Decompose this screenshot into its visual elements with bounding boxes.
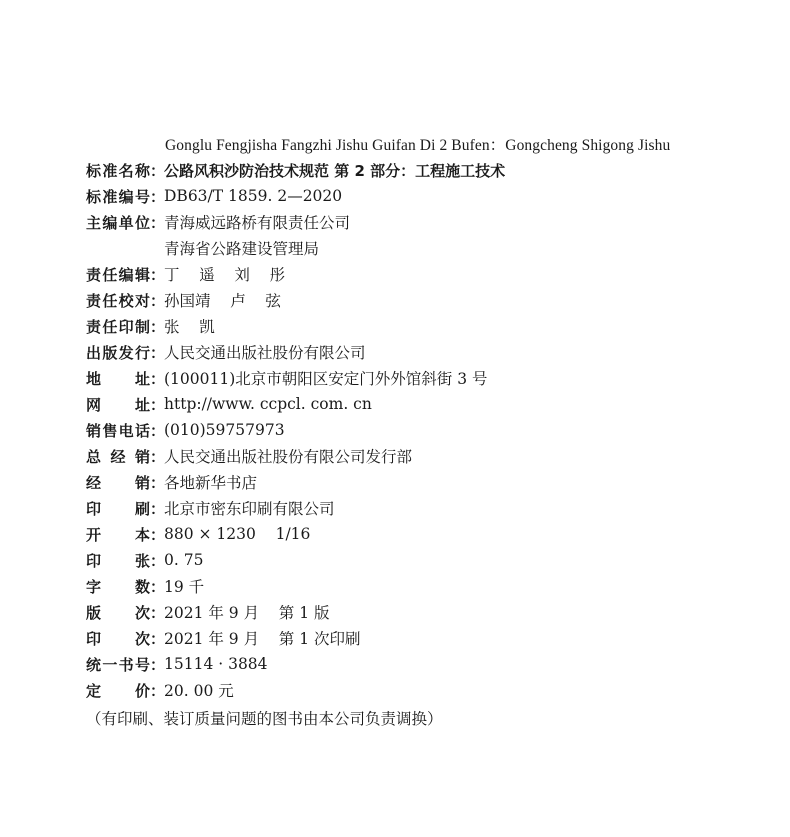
row-edition: [86, 600, 330, 624]
row-publisher: [86, 340, 366, 364]
colon: ：: [150, 473, 166, 492]
row-printer: [86, 496, 335, 520]
row-price: [86, 678, 234, 702]
value-publisher: 人民交通出版社股份有限公司: [164, 344, 366, 362]
row-distributor: [86, 470, 257, 494]
row-website: [86, 392, 372, 416]
row-sheets: [86, 548, 203, 572]
value-edition: 2021 年 9 月 第 1 版: [164, 604, 330, 622]
colon: ：: [150, 421, 166, 440]
row-impression: [86, 626, 361, 650]
colon: ：: [150, 499, 166, 518]
value-address: (100011)北京市朝阳区安定门外外馆斜街 3 号: [164, 370, 488, 388]
row-sales-phone: [86, 418, 285, 442]
value-price: 20. 00 元: [164, 682, 234, 700]
colon: ：: [150, 447, 166, 466]
row-standard-name: [86, 158, 505, 182]
row-responsible-proofreader: [86, 288, 281, 312]
label-responsible-proofreader: 责任校对: [86, 291, 150, 310]
label-unified-book-number: 统一书号: [86, 655, 150, 674]
value-responsible-printing: 张 凯: [164, 318, 215, 336]
value-sales-phone: (010)59757973: [164, 421, 285, 439]
label-price: 定价: [86, 681, 150, 700]
colon: ：: [150, 603, 166, 622]
label-standard-name: 标准名称: [86, 161, 150, 180]
colon: ：: [150, 525, 166, 544]
label-printer: 印刷: [86, 499, 150, 518]
label-responsible-editor: 责任编辑: [86, 265, 150, 284]
label-responsible-printing: 责任印制: [86, 317, 150, 336]
row-format: [86, 522, 310, 546]
colon: ：: [150, 655, 166, 674]
quality-note: （有印刷、装订质量问题的图书由本公司负责调换）: [86, 710, 443, 728]
row-responsible-printing: [86, 314, 215, 338]
colon: ：: [150, 551, 166, 570]
pinyin-title: Gonglu Fengjisha Fangzhi Jishu Guifan Di 2 Bufen：Gongcheng Shigong Jishu: [165, 137, 671, 154]
label-impression: 印次: [86, 629, 150, 648]
value-general-distributor: 人民交通出版社股份有限公司发行部: [164, 448, 413, 466]
value-word-count: 19 千: [164, 578, 205, 596]
value-responsible-editor: 丁 遥 刘 彤: [164, 266, 286, 284]
value-website: http://www. ccpcl. com. cn: [164, 395, 372, 413]
label-address: 地址: [86, 369, 150, 388]
label-sales-phone: 销售电话: [86, 421, 150, 440]
value-responsible-proofreader: 孙国靖 卢 弦: [164, 292, 281, 310]
value-standard-name: 公路风积沙防治技术规范 第 2 部分：工程施工技术: [164, 161, 506, 180]
row-standard-number: [86, 184, 342, 208]
label-sheets: 印张: [86, 551, 150, 570]
colon: ：: [150, 629, 166, 648]
value-chief-editor-unit-2: 青海省公路建设管理局: [164, 240, 320, 258]
colon: ：: [150, 213, 166, 232]
value-format: 880 × 1230 1/16: [164, 525, 311, 543]
value-chief-editor-unit: 青海威远路桥有限责任公司: [164, 214, 351, 232]
value-distributor: 各地新华书店: [164, 474, 258, 492]
colon: ：: [150, 577, 166, 596]
colon: ：: [150, 161, 166, 180]
label-publisher: 出版发行: [86, 343, 150, 362]
label-edition: 版次: [86, 603, 150, 622]
colon: ：: [150, 681, 166, 700]
row-unified-book-number: [86, 652, 268, 676]
row-chief-editor-unit: [86, 210, 350, 234]
colon: ：: [150, 265, 166, 284]
colon: ：: [150, 187, 166, 206]
label-standard-number: 标准编号: [86, 187, 150, 206]
label-chief-editor-unit: 主编单位: [86, 213, 150, 232]
value-standard-number: DB63/T 1859. 2—2020: [164, 187, 343, 205]
value-sheets: 0. 75: [164, 551, 204, 569]
colon: ：: [150, 317, 166, 336]
label-format: 开本: [86, 525, 150, 544]
colon: ：: [150, 291, 166, 310]
colon: ：: [150, 343, 166, 362]
label-distributor: 经销: [86, 473, 150, 492]
value-impression: 2021 年 9 月 第 1 次印刷: [164, 630, 361, 648]
colon: ：: [150, 369, 166, 388]
label-website: 网址: [86, 395, 150, 414]
row-word-count: [86, 574, 204, 598]
row-responsible-editor: [86, 262, 285, 286]
value-unified-book-number: 15114 · 3884: [164, 655, 268, 673]
label-general-distributor: 总经销: [86, 447, 150, 466]
row-general-distributor: [86, 444, 412, 468]
colon: ：: [150, 395, 166, 414]
value-printer: 北京市密东印刷有限公司: [164, 500, 335, 518]
label-word-count: 字数: [86, 577, 150, 596]
row-address: [86, 366, 487, 390]
